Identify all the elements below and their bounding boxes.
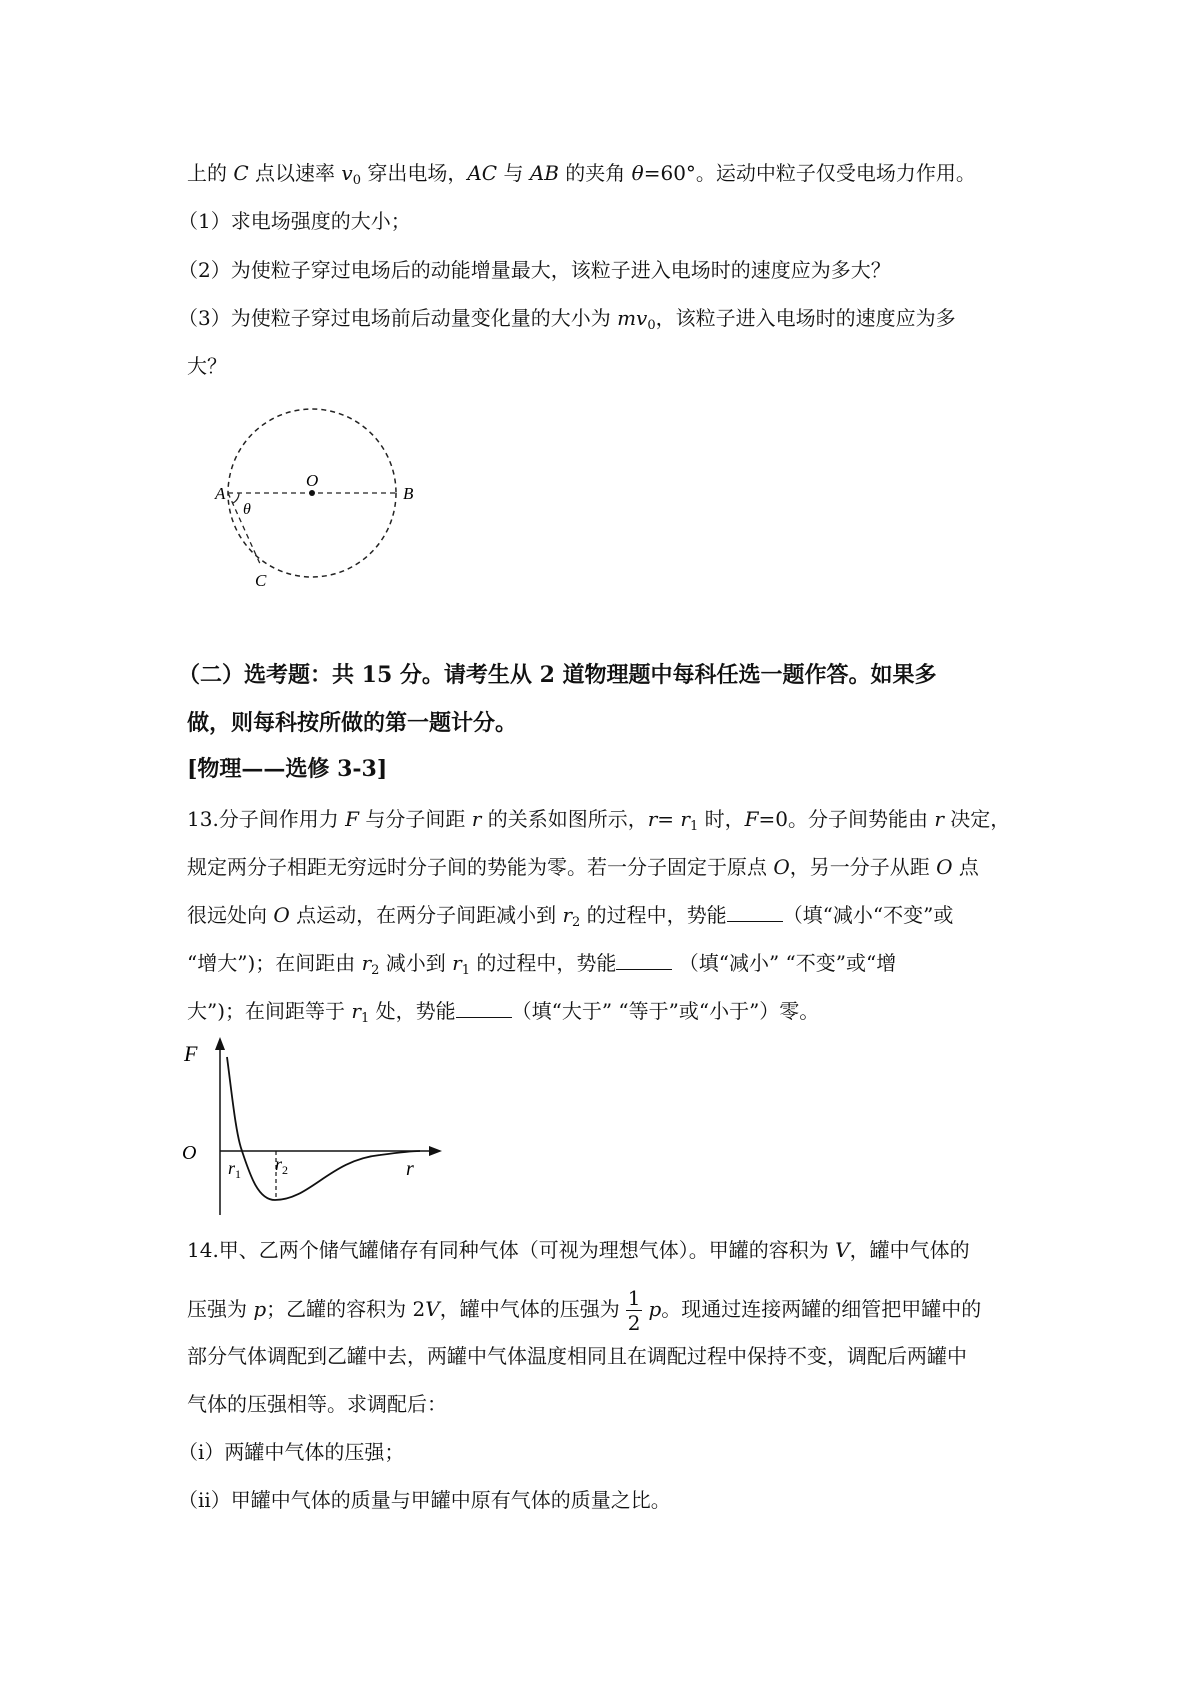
label-c: C bbox=[255, 571, 267, 590]
label-r2: $r_2$ bbox=[275, 1154, 289, 1177]
q13-line-5: 大”)；在间距等于 $r_1$ 处，势能 （填“大于” “等于”或“小于”）零。 bbox=[187, 999, 820, 1026]
section-header-line-2: 做，则每科按所做的第一题计分。 bbox=[187, 710, 518, 736]
label-origin: O bbox=[182, 1142, 197, 1164]
label-o: O bbox=[306, 471, 319, 490]
y-axis-arrow bbox=[215, 1037, 225, 1050]
circle-field-figure bbox=[205, 400, 425, 600]
x-axis-arrow bbox=[429, 1146, 442, 1156]
label-r: r bbox=[406, 1158, 414, 1180]
label-theta: θ bbox=[243, 501, 251, 518]
force-curve bbox=[227, 1057, 420, 1200]
q14-sub-i: （i）两罐中气体的压强； bbox=[178, 1440, 405, 1464]
answer-blank-2[interactable] bbox=[616, 951, 672, 970]
section-header-line-1: （二）选考题：共 15 分。请考生从 2 道物理题中每科任选一题作答。如果多 bbox=[178, 662, 937, 688]
label-r1: $r_1$ bbox=[228, 1158, 242, 1181]
q13-line-4: “增大”)；在间距由 $r_2$ 减小到 $r_1$ 的过程中，势能 （填“减小” “不变”或“增 bbox=[187, 951, 897, 978]
label-f: F bbox=[184, 1041, 198, 1066]
q12-sub-3: （3）为使粒子穿过电场前后动量变化量的大小为 $mv_0$，该粒子进入电场时的速度应为多 bbox=[178, 306, 956, 333]
center-dot bbox=[309, 490, 315, 496]
q13-line-2: 规定两分子相距无穷远时分子间的势能为零。若一分子固定于原点 O，另一分子从距 O 点 bbox=[187, 855, 979, 879]
label-b: B bbox=[403, 484, 414, 503]
q14-line-3: 部分气体调配到乙罐中去，两罐中气体温度相同且在调配过程中保持不变，调配后两罐中 bbox=[187, 1344, 967, 1368]
label-a: A bbox=[215, 484, 226, 503]
answer-blank-1[interactable] bbox=[727, 903, 783, 922]
q14-sub-ii: （ii）甲罐中气体的质量与甲罐中原有气体的质量之比。 bbox=[178, 1488, 671, 1512]
q12-sub-2: （2）为使粒子穿过电场后的动能增量最大，该粒子进入电场时的速度应为多大？ bbox=[178, 258, 891, 282]
q14-line-1: 14.甲、乙两个储气罐储存有同种气体（可视为理想气体）。甲罐的容积为 V，罐中气体的 bbox=[187, 1238, 970, 1262]
answer-blank-3[interactable] bbox=[456, 999, 512, 1018]
fraction-one-half: $\frac{1}{2}$ bbox=[627, 1286, 641, 1335]
angle-arc bbox=[233, 493, 239, 503]
q12-line-1: 上的 C 点以速率 $v_0$ 穿出电场，AC 与 AB 的夹角 θ=60°。运动中粒子仅受电场力作用。 bbox=[187, 161, 976, 188]
elective-heading: [物理——选修 3-3] bbox=[187, 756, 388, 782]
q14-line-4: 气体的压强相等。求调配后： bbox=[187, 1392, 447, 1416]
q13-line-1: 13.分子间作用力 F 与分子间距 r 的关系如图所示，$r= r_1$ 时，F=0。分子间势能由 r 决定， bbox=[187, 807, 1011, 834]
q14-line-2: 压强为 p；乙罐的容积为 2V，罐中气体的压强为 $\frac{1}{2}$ p。现通过连接两罐的细管把甲罐中的 bbox=[187, 1286, 982, 1335]
force-distance-graph bbox=[180, 1035, 450, 1220]
q13-line-3: 很远处向 O 点运动，在两分子间距减小到 $r_2$ 的过程中，势能 （填“减小“不变”或 bbox=[187, 903, 954, 930]
q12-sub-3-cont: 大？ bbox=[187, 354, 227, 378]
q12-sub-1: （1）求电场强度的大小； bbox=[178, 209, 411, 233]
